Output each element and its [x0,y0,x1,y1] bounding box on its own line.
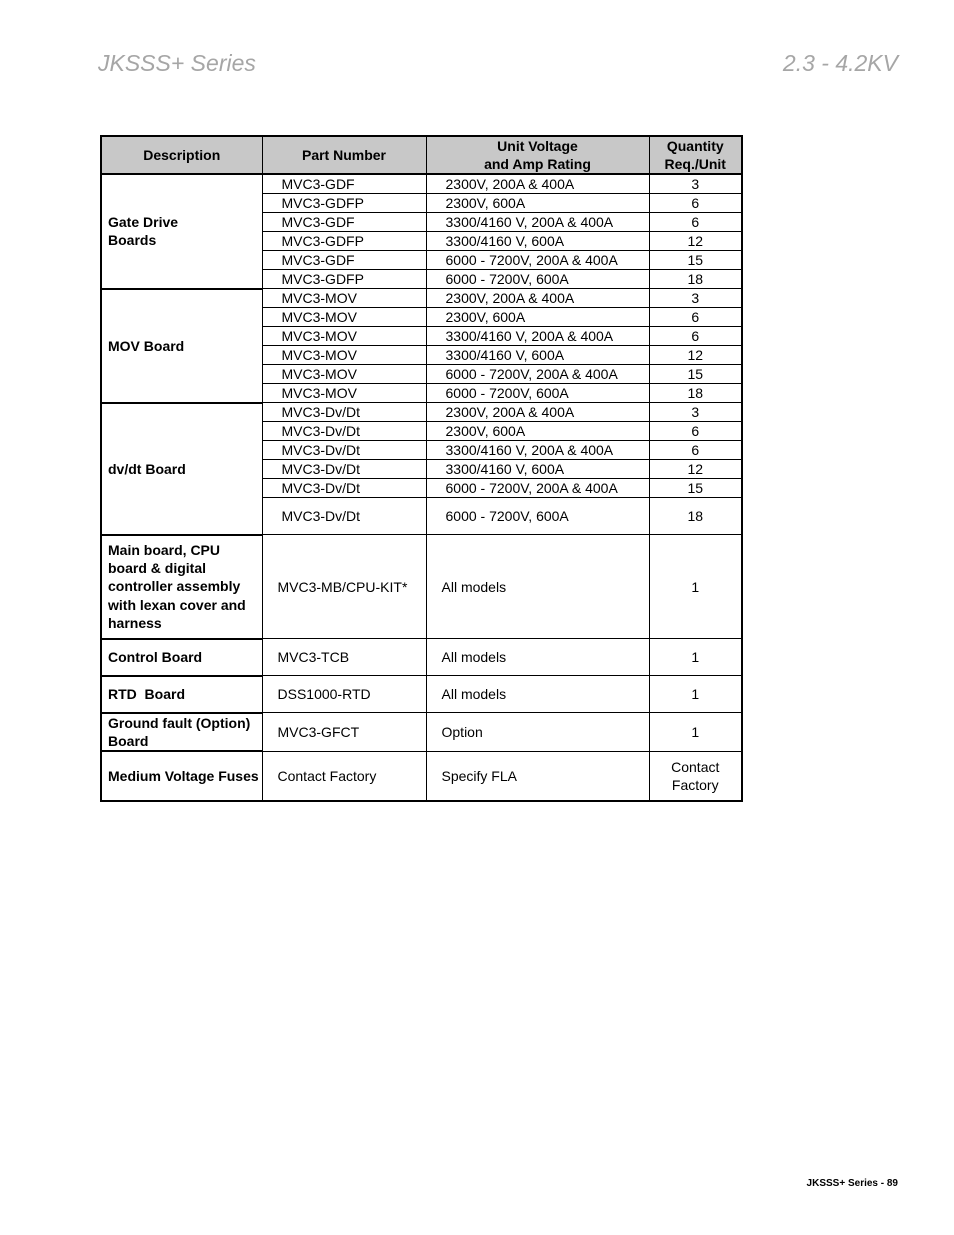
quantity: 1 [649,676,742,713]
part-number: MVC3-GDFP [262,270,426,289]
voltage-rating: 2300V, 200A & 400A [426,289,649,308]
table-row [101,289,742,308]
voltage-rating: All models [426,639,649,676]
group-dvdt-board: dv/dt Board [101,403,262,535]
part-number: MVC3-Dv/Dt [262,441,426,460]
voltage-rating: 3300/4160 V, 200A & 400A [426,441,649,460]
quantity: 3 [649,289,742,308]
table-header-row [101,136,742,174]
main-board-desc-line: Main board, CPU [108,541,221,558]
voltage-rating: 6000 - 7200V, 600A [426,270,649,289]
part-number: Contact Factory [262,751,426,801]
part-number: MVC3-Dv/Dt [262,422,426,441]
main-board-desc-line: controller assembly [108,578,241,595]
part-number: MVC3-GDFP [262,232,426,251]
part-number: MVC3-Dv/Dt [262,460,426,479]
quantity: 6 [649,441,742,460]
quantity: 6 [649,327,742,346]
part-number: MVC3-GDF [262,174,426,194]
main-board-desc-line: board & digital [108,560,206,577]
voltage-rating: 2300V, 600A [426,194,649,213]
voltage-rating: 6000 - 7200V, 600A [426,498,649,535]
voltage-rating: 3300/4160 V, 600A [426,346,649,365]
part-number: MVC3-MOV [262,346,426,365]
header-qty-line2: Req./Unit [664,156,726,172]
voltage-rating: Specify FLA [426,751,649,801]
voltage-rating: 6000 - 7200V, 200A & 400A [426,251,649,270]
page-footer: JKSSS+ Series - 89 [806,1178,898,1189]
voltage-rating: 6000 - 7200V, 600A [426,384,649,403]
table-row [101,751,742,801]
header-part-number: Part Number [262,136,426,174]
quantity: 6 [649,422,742,441]
voltage-rating: 6000 - 7200V, 200A & 400A [426,479,649,498]
voltage-rating: All models [426,535,649,639]
part-number: MVC3-GFCT [262,713,426,752]
ground-fault-description [101,713,262,752]
part-number: MVC3-MOV [262,289,426,308]
part-number: MVC3-Dv/Dt [262,479,426,498]
part-number: MVC3-Dv/Dt [262,403,426,422]
table-row [101,676,742,713]
voltage-rating: 2300V, 200A & 400A [426,174,649,194]
table-row [101,713,742,752]
quantity: 6 [649,194,742,213]
header-quantity [649,136,742,174]
ground-fault-desc-line1: Ground fault (Option) [108,714,251,731]
header-series-title: JKSSS+ Series [98,50,256,76]
main-board-desc-line: harness [108,614,162,631]
table-row [101,535,742,639]
fuses-qty-line1: Contact [671,758,720,775]
voltage-rating: 2300V, 600A [426,422,649,441]
part-number: MVC3-GDFP [262,194,426,213]
part-number: MVC3-MOV [262,384,426,403]
voltage-rating: 3300/4160 V, 200A & 400A [426,213,649,232]
quantity: 12 [649,460,742,479]
header-voltage-line1: Unit Voltage [497,138,578,154]
part-number: MVC3-MOV [262,308,426,327]
part-number: MVC3-MOV [262,365,426,384]
header-voltage-line2: and Amp Rating [484,156,591,172]
header-description: Description [101,136,262,174]
quantity: 3 [649,174,742,194]
quantity: 6 [649,308,742,327]
part-number: DSS1000-RTD [262,676,426,713]
main-board-description [101,535,262,639]
voltage-rating: 3300/4160 V, 600A [426,232,649,251]
table-row [101,403,742,422]
group-gate-drive [101,174,262,289]
part-number: MVC3-GDF [262,213,426,232]
quantity: 15 [649,251,742,270]
ground-fault-desc-line2: Board [108,732,149,749]
table-row [101,639,742,676]
quantity: 6 [649,213,742,232]
table-row [101,174,742,194]
gate-drive-label-1: Gate Drive [108,214,179,231]
rtd-board-description: RTD Board [101,676,262,713]
quantity: 15 [649,365,742,384]
voltage-rating: Option [426,713,649,752]
header-voltage-rating [426,136,649,174]
part-number: MVC3-MB/CPU-KIT* [262,535,426,639]
quantity: 18 [649,384,742,403]
voltage-rating: 3300/4160 V, 200A & 400A [426,327,649,346]
header-voltage-range: 2.3 - 4.2KV [782,50,898,76]
voltage-rating: 2300V, 200A & 400A [426,403,649,422]
voltage-rating: 6000 - 7200V, 200A & 400A [426,365,649,384]
header-qty-line1: Quantity [666,138,724,154]
spare-parts-table [100,135,743,802]
main-board-desc-line: with lexan cover and [108,596,246,613]
quantity [649,751,742,801]
gate-drive-label-2: Boards [108,232,157,249]
quantity: 1 [649,713,742,752]
part-number: MVC3-GDF [262,251,426,270]
quantity: 3 [649,403,742,422]
quantity: 12 [649,232,742,251]
quantity: 12 [649,346,742,365]
fuses-description: Medium Voltage Fuses [101,751,262,801]
part-number: MVC3-MOV [262,327,426,346]
quantity: 1 [649,535,742,639]
quantity: 1 [649,639,742,676]
fuses-qty-line2: Factory [671,776,719,793]
group-mov-board: MOV Board [101,289,262,403]
quantity: 15 [649,479,742,498]
quantity: 18 [649,270,742,289]
voltage-rating: All models [426,676,649,713]
part-number: MVC3-TCB [262,639,426,676]
quantity: 18 [649,498,742,535]
voltage-rating: 2300V, 600A [426,308,649,327]
part-number: MVC3-Dv/Dt [262,498,426,535]
control-board-description: Control Board [101,639,262,676]
voltage-rating: 3300/4160 V, 600A [426,460,649,479]
